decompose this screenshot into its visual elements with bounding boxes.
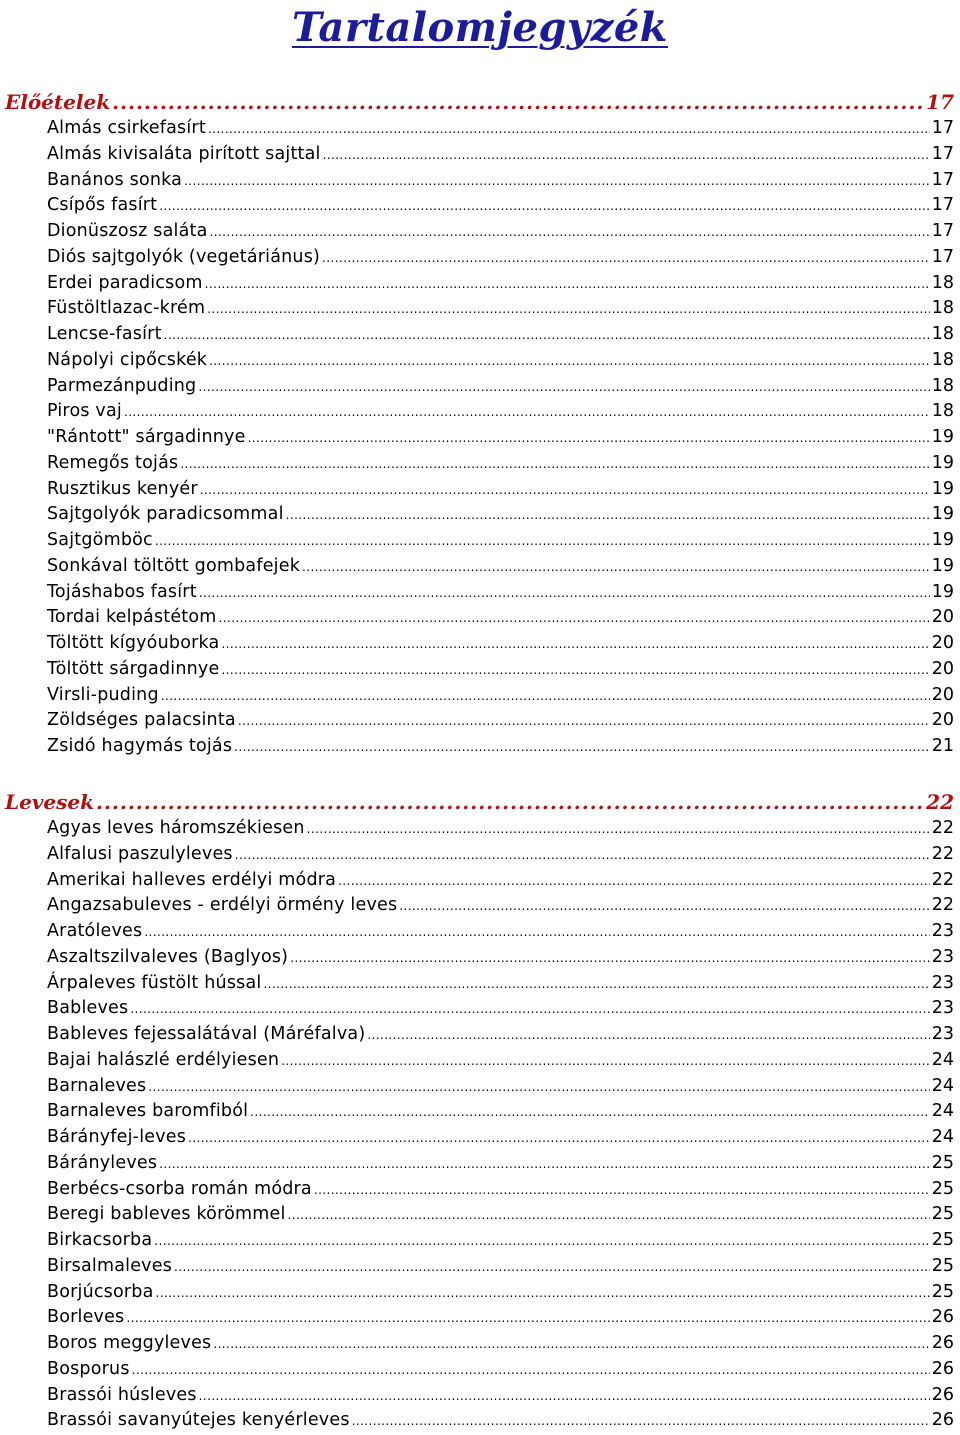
dot-leader [154, 1229, 929, 1255]
toc-entry-page: 24 [931, 1075, 954, 1096]
toc-entry[interactable] [47, 1074, 954, 1100]
toc-entry-title: Füstöltlazac-krém [47, 298, 206, 319]
toc-entry[interactable] [47, 1228, 954, 1254]
toc-entry[interactable] [47, 708, 954, 734]
toc-entry-page: 25 [931, 1178, 954, 1199]
dot-leader [198, 375, 929, 401]
toc-entry-title: Bosporus [47, 1358, 130, 1379]
dot-leader [307, 817, 930, 843]
dot-leader [302, 555, 930, 581]
toc-entry-page: 24 [931, 1101, 954, 1122]
toc-entry[interactable] [47, 1177, 954, 1203]
toc-entry[interactable] [47, 657, 954, 683]
toc-entry-title: Bableves fejessalátával (Máréfalva) [47, 1024, 366, 1044]
toc-entry-page: 25 [931, 1152, 954, 1173]
toc-entry-page: 23 [931, 1024, 954, 1044]
toc-entry-title: Amerikai halleves erdélyi módra [47, 869, 337, 890]
toc-entry-title: Remegős tojás [47, 452, 179, 473]
dot-leader [248, 426, 930, 452]
toc-entry-page: 20 [931, 607, 954, 628]
dot-leader [156, 1281, 930, 1307]
dot-leader [126, 1306, 929, 1332]
toc-entry-page: 18 [931, 298, 954, 319]
dot-leader [367, 1023, 929, 1049]
toc-entry-page: 26 [931, 1410, 954, 1431]
toc-entry-title: Bableves [47, 998, 129, 1019]
toc-entry[interactable] [47, 734, 954, 760]
toc-entry[interactable] [47, 142, 954, 168]
toc-entry-page: 25 [931, 1281, 954, 1302]
dot-leader [207, 297, 930, 323]
toc-entry[interactable] [47, 842, 954, 868]
toc-entry-page: 17 [931, 169, 954, 190]
dot-leader [238, 709, 930, 735]
toc-entry-title: Borjúcsorba [47, 1281, 154, 1302]
toc-entry[interactable] [47, 168, 954, 194]
dot-leader [130, 997, 929, 1023]
toc-entry-title: Bajai halászlé erdélyiesen [47, 1049, 280, 1070]
toc-entry-title: Töltött sárgadinnye [47, 658, 220, 679]
toc-entry-page: 25 [931, 1204, 954, 1225]
dot-leader [235, 843, 930, 869]
toc-section-eloetelek [0, 88, 960, 760]
toc-entry-title: "Rántott" sárgadinnye [47, 427, 246, 447]
toc-entry[interactable] [47, 868, 954, 894]
toc-entry-page: 19 [931, 504, 954, 525]
dot-leader [263, 972, 929, 998]
toc-entry-page: 17 [931, 246, 954, 267]
dot-leader [250, 1100, 930, 1126]
dot-leader [234, 735, 930, 761]
toc-entry-page: 22 [931, 843, 954, 864]
dot-leader [323, 143, 930, 169]
dot-leader [221, 658, 929, 684]
dot-leader [286, 503, 930, 529]
toc-entry[interactable] [47, 1305, 954, 1331]
toc-entry-title: Bárányleves [47, 1152, 158, 1173]
toc-entry-page: 18 [931, 324, 954, 344]
toc-entry-title: Angazsabuleves - erdélyi örmény leves [47, 895, 398, 916]
toc-entry[interactable] [47, 271, 954, 297]
dot-leader [144, 920, 929, 946]
dot-leader [352, 1409, 930, 1435]
toc-entry[interactable] [47, 1383, 954, 1409]
toc-entry[interactable] [47, 580, 954, 606]
toc-entry-title: Nápolyi cipőcskék [47, 349, 208, 370]
toc-entry-page: 17 [931, 118, 954, 138]
toc-entry-title: Diós sajtgolyók (vegetáriánus) [47, 246, 321, 267]
dot-leader [221, 632, 929, 658]
toc-entry-page: 26 [931, 1307, 954, 1328]
toc-entry-page: 23 [931, 972, 954, 993]
section-heading[interactable] [5, 788, 954, 816]
toc-entry[interactable] [47, 971, 954, 997]
toc-entry-title: Aratóleves [47, 921, 143, 941]
toc-entry-page: 25 [931, 1255, 954, 1276]
toc-entry[interactable] [47, 893, 954, 919]
dot-leader [161, 684, 930, 710]
toc-entry-page: 17 [931, 221, 954, 241]
toc-entry-title: Töltött kígyóuborka [47, 633, 220, 653]
section-heading-page: 17 [926, 90, 954, 114]
toc-entry-page: 25 [931, 1230, 954, 1250]
dot-leader [188, 1126, 930, 1152]
toc-entry-title: Agyas leves háromszékiesen [47, 818, 305, 838]
toc-entry-page: 19 [931, 427, 954, 447]
toc-entry-page: 18 [931, 272, 954, 293]
toc-entry[interactable] [47, 1048, 954, 1074]
dot-leader [155, 529, 930, 555]
toc-entry[interactable] [47, 631, 954, 657]
toc-entry-page: 20 [931, 633, 954, 653]
dot-leader [210, 220, 930, 246]
toc-entry[interactable] [47, 1280, 954, 1306]
toc-entry-title: Borleves [47, 1307, 125, 1328]
toc-entry-title: Rusztikus kenyér [47, 478, 198, 499]
dot-leader [281, 1049, 930, 1075]
toc-entry-page: 24 [931, 1127, 954, 1147]
dot-leader [338, 869, 930, 895]
toc-entry-page: 18 [931, 375, 954, 396]
toc-entry[interactable] [47, 502, 954, 528]
toc-entry-title: Sajtgömböc [47, 530, 153, 550]
dot-leader [180, 452, 929, 478]
toc-entry[interactable] [47, 528, 954, 554]
toc-entry[interactable] [47, 348, 954, 374]
toc-entry-page: 23 [931, 921, 954, 941]
toc-entry-title: Parmezánpuding [47, 375, 197, 396]
toc-entry-title: Beregi bableves körömmel [47, 1204, 286, 1225]
toc-entry[interactable] [47, 322, 954, 348]
toc-entry-title: Árpaleves füstölt hússal [47, 972, 262, 993]
toc-entry-title: Zöldséges palacsinta [47, 710, 236, 731]
toc-entry[interactable] [47, 1022, 954, 1048]
dot-leader [124, 400, 930, 426]
dot-leader [148, 1075, 929, 1101]
toc-entry[interactable] [47, 1099, 954, 1125]
dot-leader [290, 946, 930, 972]
toc-entry[interactable] [47, 1331, 954, 1357]
toc-entry[interactable] [47, 245, 954, 271]
toc-entry-page: 24 [931, 1049, 954, 1070]
toc-entry[interactable] [47, 683, 954, 709]
toc-entry-title: Birkacsorba [47, 1230, 153, 1250]
dot-leader [205, 272, 930, 298]
dot-leader [174, 1255, 930, 1281]
toc-entry-page: 19 [931, 555, 954, 576]
dot-leader [219, 606, 930, 632]
page-title: Tartalomjegyzék [291, 4, 669, 51]
toc-entry-page: 23 [931, 946, 954, 967]
toc-entry-page: 20 [931, 684, 954, 705]
toc-entry-title: Bárányfej-leves [47, 1127, 187, 1147]
toc-entry-page: 26 [931, 1358, 954, 1379]
toc-entry-page: 22 [931, 869, 954, 890]
toc-entry[interactable] [47, 296, 954, 322]
toc-entry[interactable] [47, 477, 954, 503]
toc-entry[interactable] [47, 1357, 954, 1383]
toc-entry[interactable] [47, 219, 954, 245]
toc-entry-title: Birsalmaleves [47, 1255, 173, 1276]
toc-entry-page: 26 [931, 1333, 954, 1353]
toc-entry-title: Sonkával töltött gombafejek [47, 555, 301, 576]
dot-leader [322, 246, 930, 272]
toc-entry-title: Tordai kelpástétom [47, 607, 217, 628]
toc-entry-title: Lencse-fasírt [47, 324, 162, 344]
dot-leader [159, 194, 930, 220]
toc-entry-page: 18 [931, 349, 954, 370]
toc-entry-title: Brassói húsleves [47, 1384, 197, 1405]
toc-entry[interactable] [47, 605, 954, 631]
dot-leader [164, 323, 930, 349]
toc-entry-title: Barnaleves [47, 1075, 147, 1096]
dot-leader [112, 88, 924, 116]
entry-list [0, 816, 960, 1434]
toc-entry-page: 21 [931, 736, 954, 756]
toc-entry-page: 26 [931, 1384, 954, 1405]
toc-entry-page: 22 [931, 818, 954, 838]
toc-entry-title: Virsli-puding [47, 684, 159, 705]
toc-entry[interactable] [47, 451, 954, 477]
toc-entry-page: 19 [931, 581, 954, 602]
dot-leader [200, 478, 930, 504]
toc-entry-title: Aszaltszilvaleves (Baglyos) [47, 946, 289, 967]
toc-entry-page: 17 [931, 143, 954, 164]
toc-entry-title: Sajtgolyók paradicsommal [47, 504, 284, 525]
toc-entry-page: 20 [931, 658, 954, 679]
toc-entry-title: Csípős fasírt [47, 195, 158, 216]
toc-entry-title: Banános sonka [47, 169, 183, 190]
toc-entry-title: Tojáshabos fasírt [47, 581, 197, 602]
dot-leader [199, 581, 930, 607]
toc-entry-page: 20 [931, 710, 954, 731]
toc-entry-title: Zsidó hagymás tojás [47, 736, 233, 756]
toc-entry[interactable] [47, 919, 954, 945]
toc-entry[interactable] [47, 374, 954, 400]
toc-entry-title: Piros vaj [47, 401, 122, 422]
toc-entry-page: 19 [931, 452, 954, 473]
toc-entry[interactable] [47, 1254, 954, 1280]
toc-entry[interactable] [47, 1125, 954, 1151]
dot-leader [159, 1152, 930, 1178]
toc-entry[interactable] [47, 945, 954, 971]
toc-entry-page: 17 [931, 195, 954, 216]
toc-entry[interactable] [47, 1202, 954, 1228]
toc-entry-title: Boros meggyleves [47, 1333, 212, 1353]
toc-entry[interactable] [47, 1408, 954, 1434]
dot-leader [184, 169, 930, 195]
toc-entry-title: Dionüszosz saláta [47, 221, 208, 241]
dot-leader [199, 1384, 930, 1410]
toc-entry[interactable] [47, 996, 954, 1022]
toc-entry-title: Almás kivisaláta pirított sajttal [47, 143, 321, 164]
toc-section-levesek [0, 788, 960, 1434]
toc-entry[interactable] [47, 193, 954, 219]
toc-entry[interactable] [47, 116, 954, 142]
toc-entry[interactable] [47, 554, 954, 580]
toc-entry-title: Barnaleves baromfiból [47, 1101, 249, 1122]
toc-entry-title: Erdei paradicsom [47, 272, 203, 293]
toc-entry[interactable] [47, 816, 954, 842]
section-heading[interactable] [5, 88, 954, 116]
dot-leader [208, 117, 930, 143]
dot-leader [314, 1178, 930, 1204]
toc-entry[interactable] [47, 425, 954, 451]
toc-entry-page: 18 [931, 401, 954, 422]
toc-entry-page: 22 [931, 895, 954, 916]
toc-entry-title: Almás csirkefasírt [47, 118, 206, 138]
toc-entry-page: 23 [931, 998, 954, 1019]
section-heading-label: Előételek [5, 90, 111, 114]
toc-entry-page: 19 [931, 530, 954, 550]
section-heading-label: Levesek [5, 790, 94, 814]
section-heading-page: 22 [926, 790, 954, 814]
toc-entry-title: Berbécs-csorba román módra [47, 1178, 312, 1199]
toc-entry-title: Brassói savanyútejes kenyérleves [47, 1410, 350, 1431]
toc-entry[interactable] [47, 1151, 954, 1177]
dot-leader [213, 1332, 929, 1358]
toc-entry-title: Alfalusi paszulyleves [47, 843, 233, 864]
dot-leader [399, 894, 929, 920]
toc-entry-page: 19 [931, 478, 954, 499]
dot-leader [96, 788, 924, 816]
dot-leader [132, 1358, 930, 1384]
toc-entry[interactable] [47, 399, 954, 425]
entry-list [0, 116, 960, 760]
dot-leader [209, 349, 930, 375]
dot-leader [288, 1203, 930, 1229]
